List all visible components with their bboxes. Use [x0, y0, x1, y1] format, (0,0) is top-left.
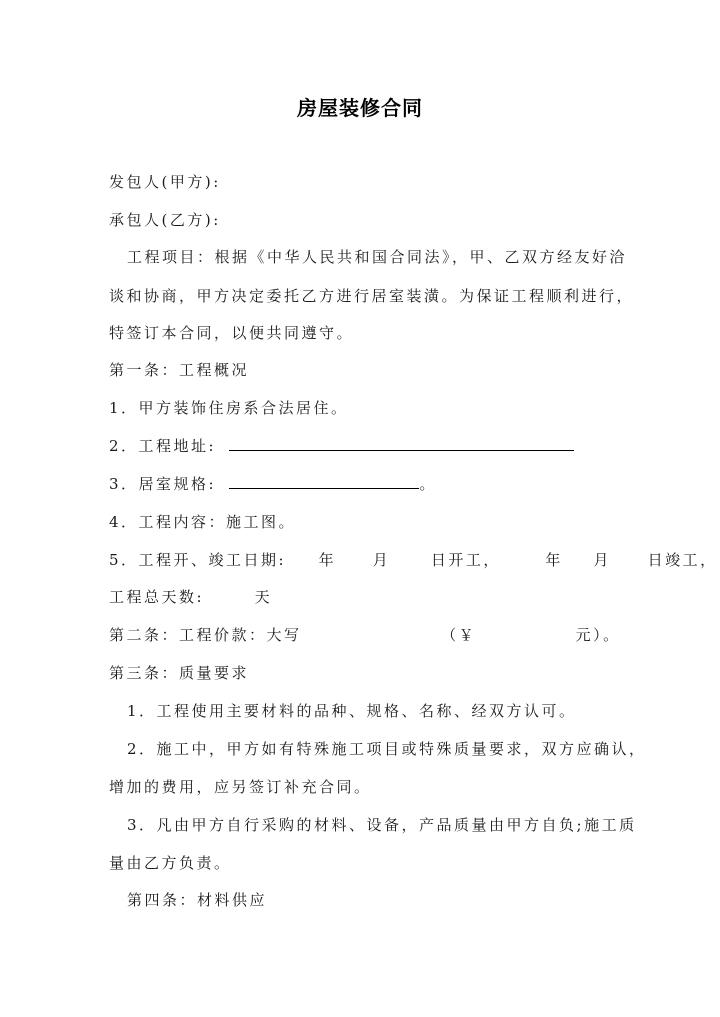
- amount-open: （￥: [441, 626, 477, 644]
- intro-line-1: 工程项目：根据《中华人民共和国合同法》，甲、乙双方经友好洽: [127, 248, 628, 266]
- room-spec-label: 3．居室规格:: [109, 475, 217, 493]
- start-year-label: 年: [318, 551, 337, 569]
- article-3-item-3-line-2: 量由乙方负责。: [109, 854, 232, 872]
- document-title: 房屋装修合同: [297, 96, 423, 120]
- article-1-item-1: 1．甲方装饰住房系合法居住。: [109, 399, 349, 417]
- article-1-item-3: [109, 474, 437, 494]
- article-3-item-2-line-1: 2．施工中，甲方如有特殊施工项目或特殊质量要求，双方应确认，: [127, 740, 647, 758]
- intro-line-3: 特签订本合同，以便共同遵守。: [109, 324, 355, 342]
- article-3-item-2-line-2: 增加的费用，应另签订补充合同。: [109, 778, 372, 796]
- address-label: 2．工程地址:: [109, 437, 217, 455]
- room-spec-suffix: 。: [419, 475, 437, 493]
- total-days-label: 工程总天数:: [109, 588, 205, 606]
- article-4-heading: 第四条：材料供应: [127, 891, 268, 909]
- start-month-label: 月: [372, 551, 391, 569]
- party-a-label: 发包人(甲方):: [109, 173, 221, 191]
- address-field[interactable]: [229, 436, 574, 451]
- article-3-item-3-line-1: 3．凡由甲方自行采购的材料、设备，产品质量由甲方自负;施工质: [127, 816, 637, 834]
- article-2-line: [109, 625, 621, 645]
- party-b-label: 承包人(乙方):: [109, 211, 221, 229]
- total-days-unit: 天: [254, 588, 273, 606]
- room-spec-field[interactable]: [229, 474, 419, 489]
- end-year-label: 年: [545, 551, 563, 569]
- article-1-item-5: [109, 550, 718, 570]
- article-2-heading: 第二条：工程价款：大写: [109, 626, 302, 644]
- article-1-heading: 第一条：工程概况: [109, 361, 250, 379]
- dates-label: 5．工程开、竣工日期:: [109, 551, 287, 569]
- end-month-label: 月: [593, 551, 611, 569]
- article-3-item-1: 1．工程使用主要材料的品种、规格、名称、经双方认可。: [127, 702, 577, 720]
- article-1-item-2: [109, 436, 574, 456]
- amount-close: 元）。: [575, 626, 621, 644]
- article-1-item-4: 4．工程内容：施工图。: [109, 513, 297, 531]
- end-day-label: 日竣工，: [647, 551, 718, 569]
- total-days-line: [109, 587, 272, 607]
- intro-line-2: 谈和协商，甲方决定委托乙方进行居室装潢。为保证工程顺利进行，: [109, 287, 635, 305]
- article-3-heading: 第三条：质量要求: [109, 664, 250, 682]
- start-day-label: 日开工，: [430, 551, 501, 569]
